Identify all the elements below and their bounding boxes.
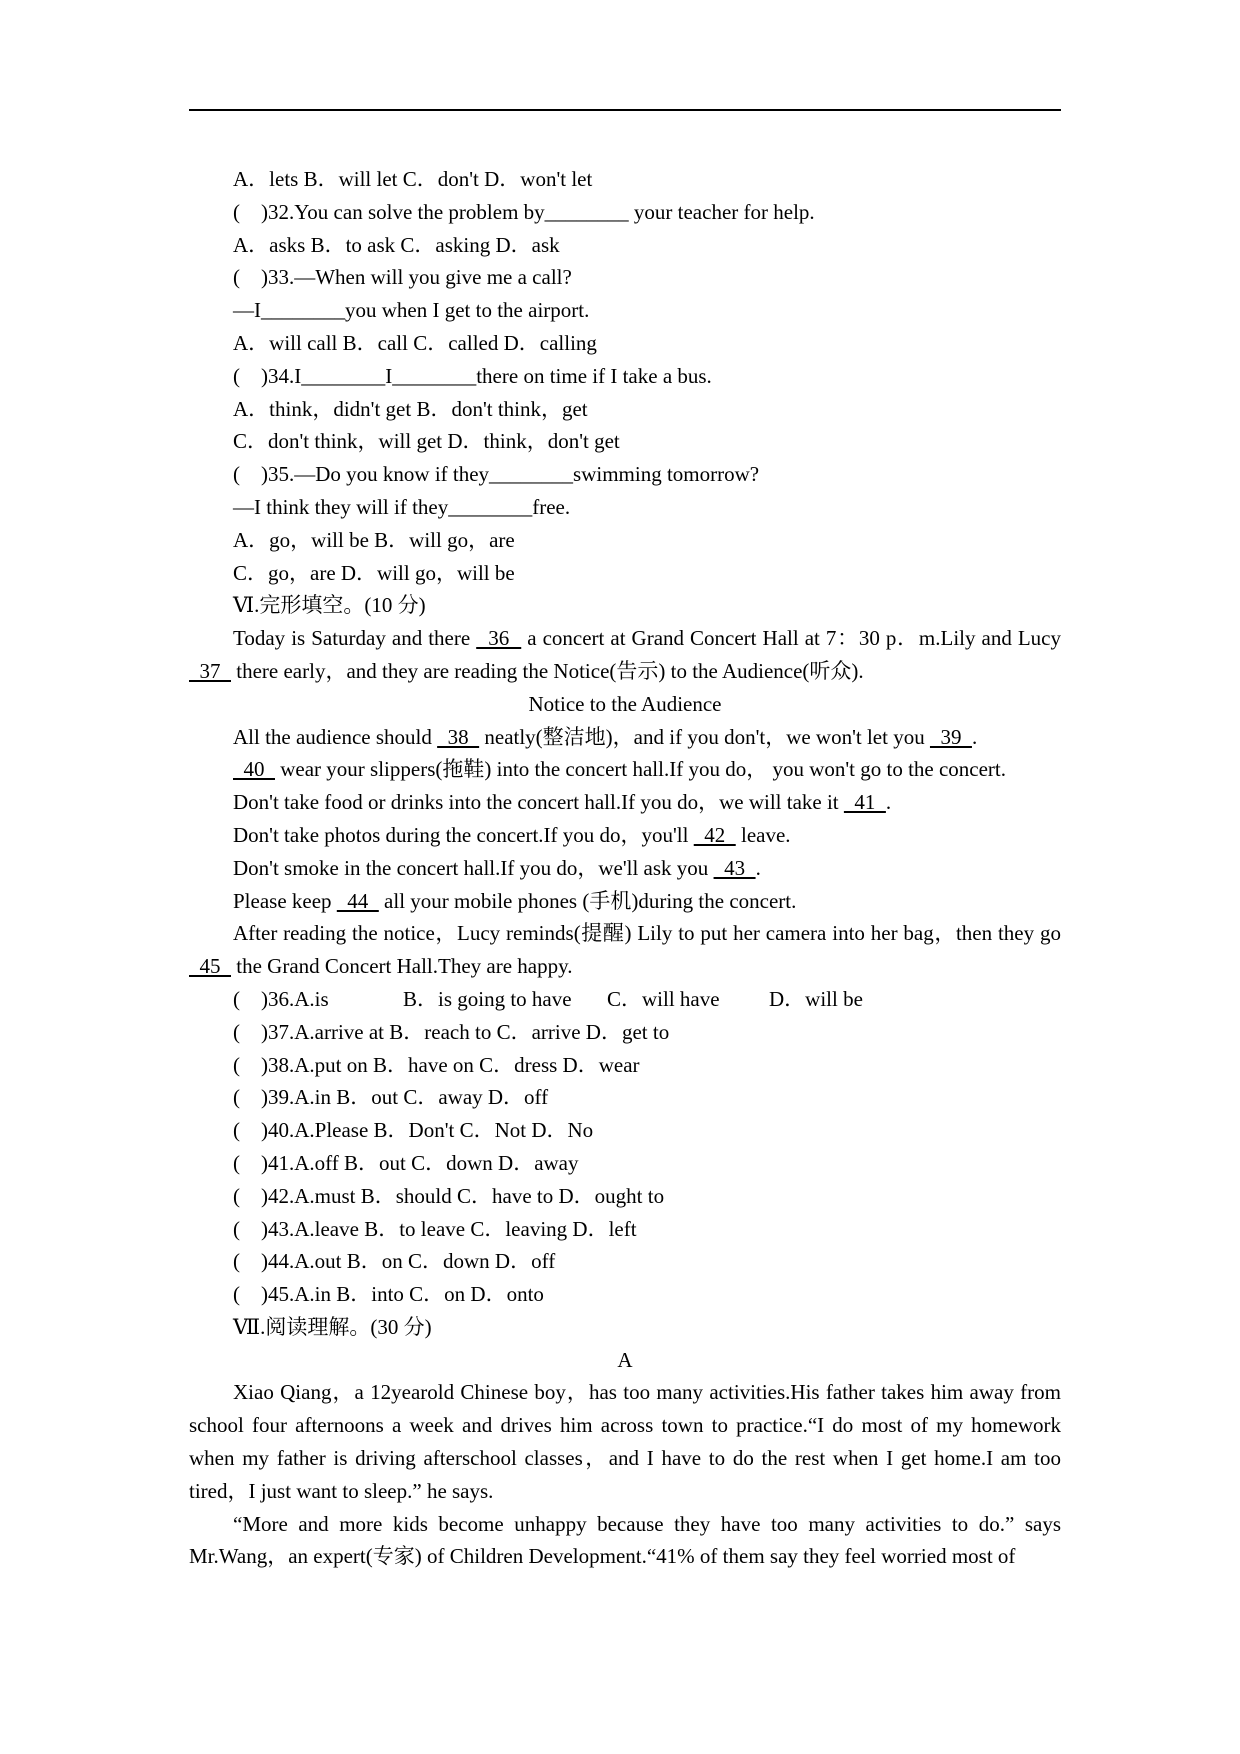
cloze-intro: Today is Saturday and there 36 a concert at Grand Concert Hall at 7：30 p．m.Lily and Lucy 37 there early，and they are reading the Notice(告示) to the Audience(听众). xyxy=(189,626,1061,683)
option-line: A．lets B．will let C．don't D．won't let xyxy=(233,167,593,191)
question-32: ( )32.You can solve the problem by________ your teacher for help. xyxy=(233,199,815,224)
notice-title: Notice to the Audience xyxy=(528,691,722,716)
question-33: ( )33.—When will you give me a call? xyxy=(233,265,572,290)
blank-42: 42 xyxy=(693,822,736,847)
worksheet-content xyxy=(189,163,1061,1573)
notice-rule-3: Don't take food or drinks into the concert hall.If you do，we will take it 41 . xyxy=(233,790,892,815)
blank-37: 37 xyxy=(189,658,231,683)
question-39-options: ( )39.A.in B．out C．away D．off xyxy=(233,1085,549,1110)
option-line: A．think，didn't get B．don't think，get xyxy=(233,396,588,421)
notice-rule-5: Don't smoke in the concert hall.If you do，we'll ask you 43 . xyxy=(233,855,761,880)
blank-43: 43 xyxy=(713,855,756,880)
question-33-reply: —I________you when I get to the airport. xyxy=(233,298,590,323)
question-40-options: ( )40.A.Please B．Don't C．Not D．No xyxy=(233,1118,594,1143)
question-34: ( )34.I________I________there on time if I take a bus. xyxy=(233,363,712,388)
blank-40: 40 xyxy=(233,757,275,782)
question-43-options: ( )43.A.leave B．to leave C．leaving D．left xyxy=(233,1216,637,1241)
question-35-reply: —I think they will if they________free. xyxy=(233,494,571,519)
blank-39: 39 xyxy=(929,724,972,749)
question-45-options: ( )45.A.in B．into C．on D．onto xyxy=(233,1282,544,1307)
question-44-options: ( )44.A.out B．on C．down D．off xyxy=(233,1249,556,1274)
option-line: C．go，are D．will go，will be xyxy=(233,560,515,585)
header-rule xyxy=(189,109,1061,111)
blank-38: 38 xyxy=(437,724,480,749)
notice-rule-6: Please keep 44 all your mobile phones (手机)during the concert. xyxy=(233,888,797,913)
question-38-options: ( )38.A.put on B．have on C．dress D．wear xyxy=(233,1052,640,1077)
question-41-options: ( )41.A.off B．out C．down D．away xyxy=(233,1150,579,1175)
notice-rule-1: All the audience should 38 neatly(整洁地)，and if you don't，we won't let you 39 . xyxy=(233,724,978,749)
passage-paragraph-1: Xiao Qiang，a 12yearold Chinese boy，has too many activities.His father takes him away from school four afternoons a week and drives him across town to practice.“I do most of my homework when my father is driving afterschool classes，and I have to do the rest when I get home.I am too tired，I just want to sleep.” he says. xyxy=(189,1380,1061,1503)
question-35: ( )35.—Do you know if they________swimming tomorrow? xyxy=(233,462,760,487)
option-line: A．asks B．to ask C．asking D．ask xyxy=(233,232,560,257)
cloze-ending: After reading the notice，Lucy reminds(提醒) Lily to put her camera into her bag，then they go 45 the Grand Concert Hall.They are happy. xyxy=(189,921,1061,979)
option-line: A．will call B．call C．called D．calling xyxy=(233,330,597,355)
blank-41: 41 xyxy=(843,790,886,815)
passage-label: A xyxy=(617,1347,633,1372)
passage-paragraph-2: “More and more kids become unhappy because they have too many activities to do.” says Mr.Wang，an expert(专家) of Children Development.“41% of them say they feel worried most of xyxy=(189,1511,1061,1569)
section-heading-cloze: Ⅵ.完形填空。(10 分) xyxy=(233,593,426,618)
blank-36: 36 xyxy=(476,626,522,651)
notice-rule-4: Don't take photos during the concert.If you do，you'll 42 leave. xyxy=(233,822,791,847)
question-36-options: ( )36.A.is B．is going to have C．will have D．will be xyxy=(233,986,863,1011)
option-line: C．don't think，will get D．think，don't get xyxy=(233,429,620,454)
option-line: A．go，will be B．will go，are xyxy=(233,527,515,552)
question-37-options: ( )37.A.arrive at B．reach to C．arrive D．get to xyxy=(233,1019,670,1044)
section-heading-reading: Ⅶ.阅读理解。(30 分) xyxy=(233,1314,432,1339)
blank-45: 45 xyxy=(189,954,231,979)
blank-44: 44 xyxy=(336,888,379,913)
notice-rule-2: 40 wear your slippers(拖鞋) into the concert hall.If you do， you won't go to the concert. xyxy=(233,757,1007,782)
question-42-options: ( )42.A.must B．should C．have to D．ought to xyxy=(233,1183,665,1208)
